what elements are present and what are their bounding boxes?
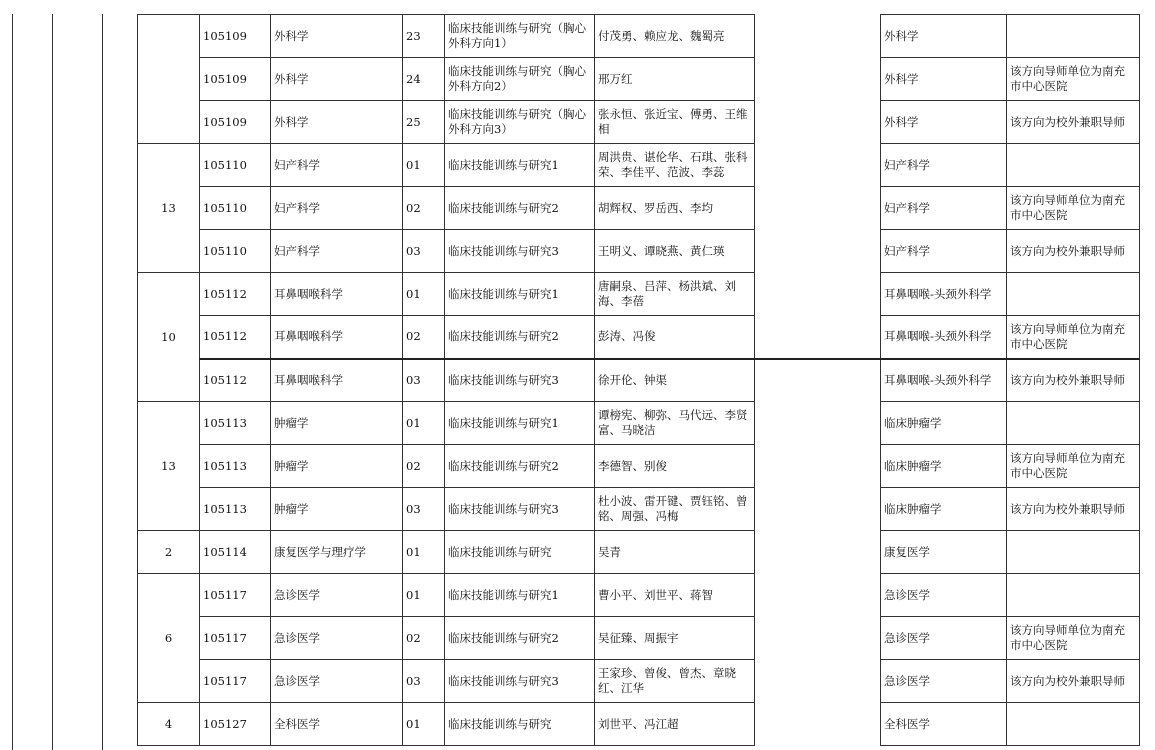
direction-name: 临床技能训练与研究2 (445, 617, 595, 660)
direction-code: 03 (403, 359, 445, 402)
table-row (138, 15, 1140, 58)
tutor-list: 吴青 (595, 531, 755, 574)
gap-cell (755, 359, 881, 402)
direction-name: 临床技能训练与研究2 (445, 316, 595, 359)
sub-discipline: 临床肿瘤学 (881, 488, 1007, 531)
direction-code: 02 (403, 617, 445, 660)
remark (1007, 15, 1140, 58)
table-row (138, 402, 1140, 445)
remark: 该方向为校外兼职导师 (1007, 359, 1140, 402)
gap-cell (755, 15, 881, 58)
major-name: 外科学 (271, 58, 403, 101)
table-row (138, 531, 1140, 574)
major-name: 外科学 (271, 101, 403, 144)
major-code: 105109 (200, 58, 271, 101)
left-border-line-2 (52, 14, 53, 750)
tutor-list: 谭榜宪、柳弥、马代远、李贤富、马晓洁 (595, 402, 755, 445)
major-name: 肿瘤学 (271, 445, 403, 488)
tutor-list: 胡辉权、罗岳西、李均 (595, 187, 755, 230)
remark (1007, 703, 1140, 746)
direction-code: 03 (403, 230, 445, 273)
tutor-list: 邢万红 (595, 58, 755, 101)
sub-discipline: 妇产科学 (881, 144, 1007, 187)
major-code: 105112 (200, 359, 271, 402)
direction-code: 01 (403, 703, 445, 746)
major-code: 105110 (200, 187, 271, 230)
left-border-line-3 (102, 14, 103, 750)
major-code: 105112 (200, 273, 271, 316)
table-row (138, 617, 1140, 660)
major-code: 105113 (200, 402, 271, 445)
sub-discipline: 妇产科学 (881, 230, 1007, 273)
direction-code: 01 (403, 574, 445, 617)
remark: 该方向为校外兼职导师 (1007, 101, 1140, 144)
remark (1007, 273, 1140, 316)
major-name: 急诊医学 (271, 617, 403, 660)
program-table (137, 14, 1140, 746)
table-row (138, 58, 1140, 101)
direction-code: 24 (403, 58, 445, 101)
sub-discipline: 临床肿瘤学 (881, 445, 1007, 488)
group-count-cell: 13 (138, 402, 200, 531)
gap-cell (755, 101, 881, 144)
gap-cell (755, 531, 881, 574)
direction-code: 02 (403, 316, 445, 359)
major-code: 105117 (200, 617, 271, 660)
remark: 该方向为校外兼职导师 (1007, 488, 1140, 531)
major-code: 105127 (200, 703, 271, 746)
direction-code: 23 (403, 15, 445, 58)
major-code: 105113 (200, 488, 271, 531)
direction-name: 临床技能训练与研究3 (445, 359, 595, 402)
sub-discipline: 全科医学 (881, 703, 1007, 746)
sub-discipline: 妇产科学 (881, 187, 1007, 230)
gap-cell (755, 660, 881, 703)
group-count-cell: 10 (138, 273, 200, 402)
table-row (138, 230, 1140, 273)
remark: 该方向导师单位为南充市中心医院 (1007, 617, 1140, 660)
remark (1007, 531, 1140, 574)
tutor-list: 曹小平、刘世平、蒋智 (595, 574, 755, 617)
gap-cell (755, 187, 881, 230)
sub-discipline: 耳鼻咽喉-头颈外科学 (881, 273, 1007, 316)
direction-code: 01 (403, 144, 445, 187)
direction-name: 临床技能训练与研究2 (445, 445, 595, 488)
direction-name: 临床技能训练与研究1 (445, 574, 595, 617)
direction-name: 临床技能训练与研究（胸心外科方向2） (445, 58, 595, 101)
table-row (138, 144, 1140, 187)
sub-discipline: 急诊医学 (881, 617, 1007, 660)
direction-name: 临床技能训练与研究1 (445, 402, 595, 445)
table-row (138, 574, 1140, 617)
sub-discipline: 耳鼻咽喉-头颈外科学 (881, 359, 1007, 402)
direction-name: 临床技能训练与研究1 (445, 144, 595, 187)
direction-name: 临床技能训练与研究1 (445, 273, 595, 316)
direction-code: 03 (403, 488, 445, 531)
tutor-list: 王家珍、曾俊、曾杰、章晓红、江华 (595, 660, 755, 703)
major-code: 105117 (200, 660, 271, 703)
table-row (138, 488, 1140, 531)
gap-cell (755, 58, 881, 101)
gap-cell (755, 574, 881, 617)
major-code: 105109 (200, 15, 271, 58)
direction-name: 临床技能训练与研究3 (445, 660, 595, 703)
major-name: 耳鼻咽喉科学 (271, 316, 403, 359)
direction-name: 临床技能训练与研究2 (445, 187, 595, 230)
major-name: 肿瘤学 (271, 402, 403, 445)
major-name: 全科医学 (271, 703, 403, 746)
remark (1007, 574, 1140, 617)
tutor-list: 唐嗣泉、吕萍、杨洪斌、刘海、李蓓 (595, 273, 755, 316)
group-count-cell: 13 (138, 144, 200, 273)
table-row (138, 187, 1140, 230)
remark: 该方向导师单位为南充市中心医院 (1007, 187, 1140, 230)
major-code: 105110 (200, 144, 271, 187)
table-row (138, 660, 1140, 703)
direction-code: 02 (403, 187, 445, 230)
remark: 该方向为校外兼职导师 (1007, 660, 1140, 703)
direction-code: 02 (403, 445, 445, 488)
direction-name: 临床技能训练与研究（胸心外科方向1） (445, 15, 595, 58)
gap-cell (755, 273, 881, 316)
table-row (138, 703, 1140, 746)
direction-code: 01 (403, 273, 445, 316)
sub-discipline: 耳鼻咽喉-头颈外科学 (881, 316, 1007, 359)
gap-cell (755, 703, 881, 746)
gap-cell (755, 445, 881, 488)
major-name: 妇产科学 (271, 230, 403, 273)
sub-discipline: 康复医学 (881, 531, 1007, 574)
group-count-cell: 2 (138, 531, 200, 574)
direction-code: 01 (403, 402, 445, 445)
direction-code: 25 (403, 101, 445, 144)
major-code: 105113 (200, 445, 271, 488)
table-row (138, 445, 1140, 488)
remark: 该方向导师单位为南充市中心医院 (1007, 58, 1140, 101)
tutor-list: 周洪贵、谌伦华、石琪、张科荣、李佳平、范波、李蕊 (595, 144, 755, 187)
major-name: 妇产科学 (271, 187, 403, 230)
sub-discipline: 外科学 (881, 15, 1007, 58)
sub-discipline: 外科学 (881, 101, 1007, 144)
major-code: 105117 (200, 574, 271, 617)
gap-cell (755, 316, 881, 359)
direction-code: 01 (403, 531, 445, 574)
tutor-list: 李德智、别俊 (595, 445, 755, 488)
remark (1007, 144, 1140, 187)
major-name: 耳鼻咽喉科学 (271, 273, 403, 316)
major-code: 105114 (200, 531, 271, 574)
remark (1007, 402, 1140, 445)
major-name: 肿瘤学 (271, 488, 403, 531)
major-name: 急诊医学 (271, 574, 403, 617)
sub-discipline: 外科学 (881, 58, 1007, 101)
major-code: 105110 (200, 230, 271, 273)
major-name: 康复医学与理疗学 (271, 531, 403, 574)
gap-cell (755, 488, 881, 531)
group-count-cell (138, 15, 200, 144)
sub-discipline: 临床肿瘤学 (881, 402, 1007, 445)
tutor-list: 彭涛、冯俊 (595, 316, 755, 359)
direction-name: 临床技能训练与研究3 (445, 230, 595, 273)
direction-name: 临床技能训练与研究 (445, 703, 595, 746)
tutor-list: 刘世平、冯江超 (595, 703, 755, 746)
gap-cell (755, 230, 881, 273)
direction-name: 临床技能训练与研究（胸心外科方向3） (445, 101, 595, 144)
remark: 该方向导师单位为南充市中心医院 (1007, 445, 1140, 488)
sub-discipline: 急诊医学 (881, 660, 1007, 703)
sub-discipline: 急诊医学 (881, 574, 1007, 617)
gap-cell (755, 617, 881, 660)
direction-name: 临床技能训练与研究3 (445, 488, 595, 531)
remark: 该方向为校外兼职导师 (1007, 230, 1140, 273)
major-code: 105112 (200, 316, 271, 359)
tutor-list: 付茂勇、赖应龙、魏蜀亮 (595, 15, 755, 58)
group-count-cell: 6 (138, 574, 200, 703)
group-count-cell: 4 (138, 703, 200, 746)
table-row (138, 273, 1140, 316)
direction-name: 临床技能训练与研究 (445, 531, 595, 574)
tutor-list: 徐开伦、钟渠 (595, 359, 755, 402)
gap-cell (755, 402, 881, 445)
major-name: 耳鼻咽喉科学 (271, 359, 403, 402)
left-border-line-1 (12, 14, 13, 750)
major-name: 急诊医学 (271, 660, 403, 703)
table-row (138, 316, 1140, 359)
major-code: 105109 (200, 101, 271, 144)
table-row (138, 359, 1140, 402)
tutor-list: 杜小波、雷开键、贾钰铭、曾铭、周强、冯梅 (595, 488, 755, 531)
direction-code: 03 (403, 660, 445, 703)
major-name: 妇产科学 (271, 144, 403, 187)
gap-cell (755, 144, 881, 187)
tutor-list: 吴征臻、周振宇 (595, 617, 755, 660)
tutor-list: 王明义、谭晓燕、黄仁瑛 (595, 230, 755, 273)
tutor-list: 张永恒、张近宝、傅勇、王维相 (595, 101, 755, 144)
remark: 该方向导师单位为南充市中心医院 (1007, 316, 1140, 359)
major-name: 外科学 (271, 15, 403, 58)
table-row (138, 101, 1140, 144)
